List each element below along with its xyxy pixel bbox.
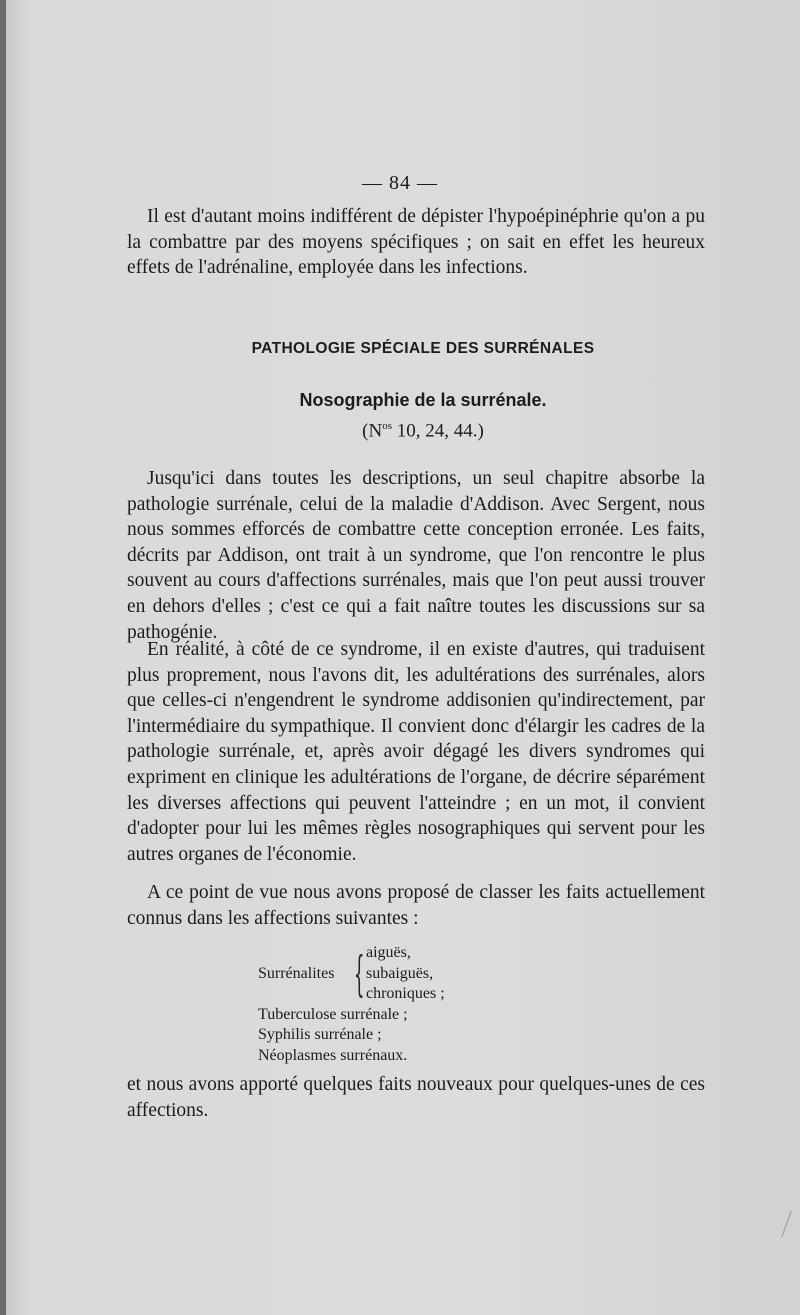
paper-scratch-mark [781, 1211, 792, 1238]
intro-paragraph [127, 204, 705, 281]
paragraph-3 [127, 880, 705, 931]
reference-list: 10, 24, 44.) [392, 420, 484, 442]
group-sublist [366, 943, 445, 1005]
paragraph-1 [127, 466, 705, 645]
intro-paragraph-text: Il est d'autant moins indifférent de dépister l'hypoépinéphrie qu'on a pu la combattre par des moyens spécifiques ; on sait en effet les heureux effets de l'adrénaline, employée dans les infections. [127, 206, 705, 279]
reference-superscript: os [382, 420, 392, 432]
list-item: Néoplasmes surrénaux. [258, 1046, 408, 1064]
list-item: Tuberculose surrénale ; [258, 1005, 408, 1023]
surrenalites-group [258, 943, 445, 1005]
paragraph-2 [127, 637, 705, 867]
list-item: chroniques ; [366, 985, 445, 1002]
paragraph-2-text: En réalité, à côté de ce syndrome, il en existe d'autres, qui traduisent plus proprement, nous l'avons dit, les adultérations des surrénales, alors que celles-ci n'engendrent le syndrome addisonien qu'indirectement, par l'intermédiaire du sympathique. Il convient donc d'élargir les cadres de la pathologie surrénale, et, après avoir dégagé les divers syndromes qui expriment en clinique les adultérations de l'organe, de décrire séparément les diverses affections qui peuvent l'atteindre ; en un mot, il convient d'adopter pour lui les mêmes règles nosographiques qui servent pour les autres organes de l'économie. [127, 639, 705, 865]
list-item: subaiguës, [366, 964, 434, 982]
list-item: Syphilis surrénale ; [258, 1026, 382, 1043]
section-heading: PATHOLOGIE SPÉCIALE DES SURRÉNALES [251, 340, 595, 357]
reference-numbers [0, 420, 800, 442]
closing-paragraph-text: et nous avons apporté quelques faits nouveaux pour quelques-unes de ces affections. [127, 1074, 705, 1121]
page-edge-shadow [0, 0, 6, 1315]
group-label: Surrénalites [258, 964, 335, 982]
list-item: aiguës, [366, 944, 411, 961]
reference-prefix: (N [362, 420, 383, 442]
brace-symbol: { [353, 945, 365, 1002]
paragraph-3-text: A ce point de vue nous avons proposé de classer les faits actuellement connus dans les affections suivantes : [127, 882, 705, 929]
page-number: — 84 — [362, 172, 438, 194]
closing-paragraph [127, 1072, 705, 1123]
subheading: Nosographie de la surrénale. [299, 390, 547, 410]
classification-list [258, 943, 445, 1066]
paragraph-1-text: Jusqu'ici dans toutes les descriptions, un seul chapitre absorbe la pathologie surrénale, celui de la maladie d'Addison. Avec Sergent, nous nous sommes efforcés de combattre cette conception erronée. Les faits, décrits par Addison, ont trait à un syndrome, que l'on rencontre le plus souvent au cours d'affections surrénales, mais que l'on peut aussi trouver en dehors d'elles ; c'est ce qui a fait naître toutes les discussions sur sa pathogénie. [127, 468, 705, 643]
